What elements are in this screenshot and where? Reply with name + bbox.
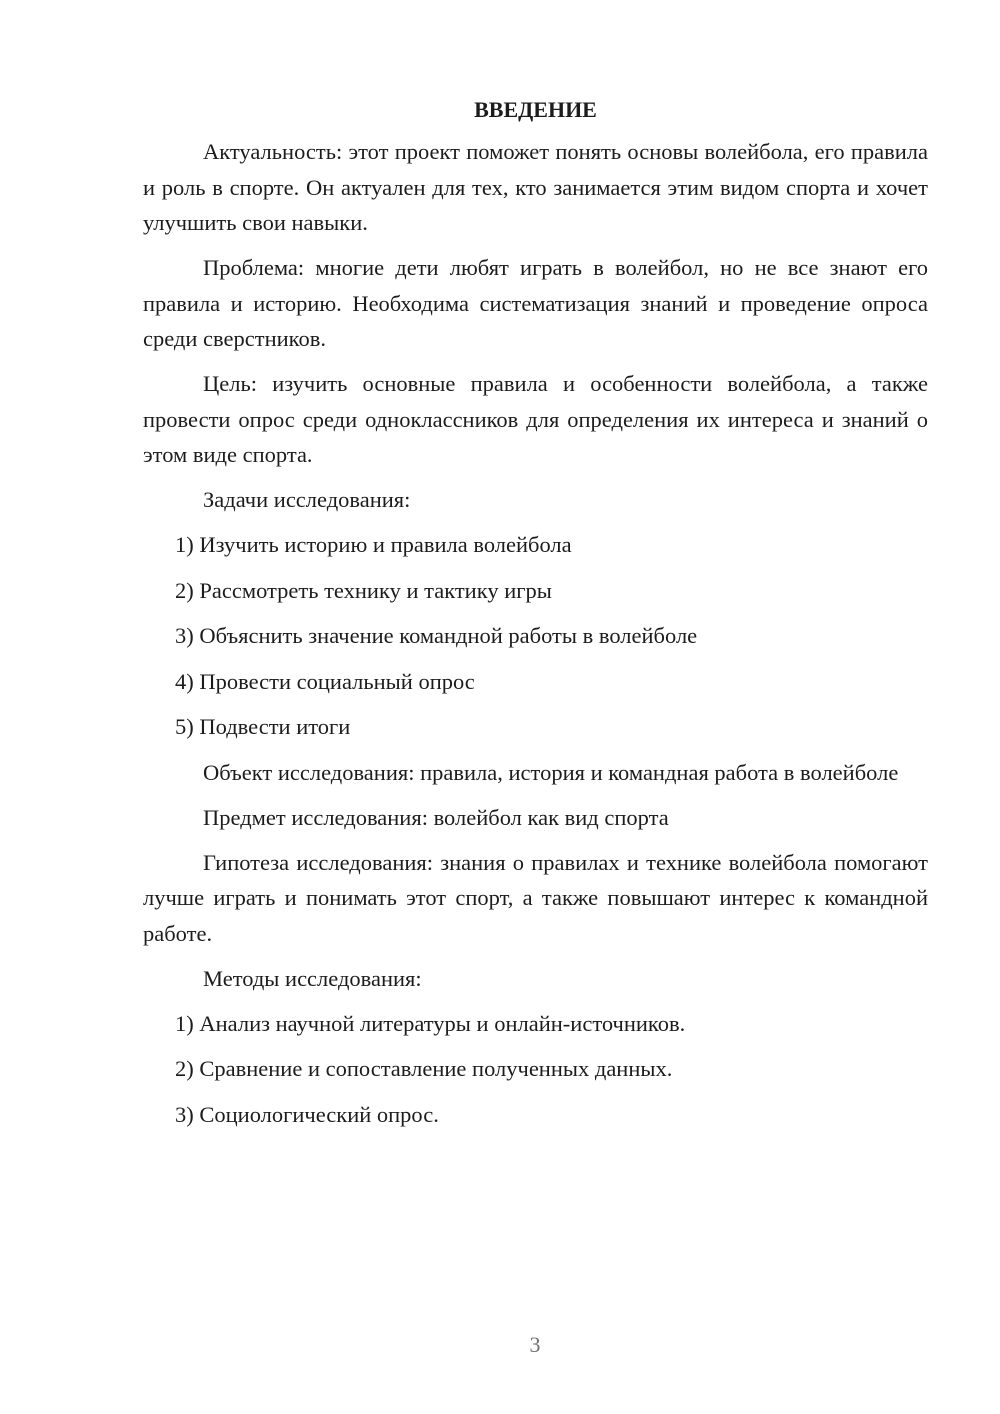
goal-paragraph: Цель: изучить основные правила и особенности волейбола, а также провести опрос среди одноклассников для определения их интереса и знаний о этом виде спорта. xyxy=(143,371,928,467)
list-item: 3) Объяснить значение командной работы в волейболе xyxy=(175,623,698,648)
subject-paragraph: Предмет исследования: волейбол как вид спорта xyxy=(203,804,669,830)
document-page xyxy=(143,92,928,1142)
list-item: 2) Рассмотреть технику и тактику игры xyxy=(175,577,552,603)
list-item: 4) Провести социальный опрос xyxy=(175,668,475,694)
problem-paragraph: Проблема: многие дети любят играть в волейбол, но не все знают его правила и историю. Необходима систематизация знаний и проведение опроса среди сверстников. xyxy=(143,255,928,351)
tasks-heading: Задачи исследования: xyxy=(203,487,411,512)
tasks-list xyxy=(143,527,928,745)
page-number: 3 xyxy=(529,1332,541,1357)
hypothesis-paragraph: Гипотеза исследования: знания о правилах и технике волейбола помогают лучше играть и понимать этот спорт, а также повышают интерес к командной работе. xyxy=(143,849,928,946)
methods-list xyxy=(143,1006,928,1133)
list-item: 2) Сравнение и сопоставление полученных данных. xyxy=(175,1056,673,1081)
methods-heading: Методы исследования: xyxy=(203,965,422,991)
list-item: 3) Социологический опрос. xyxy=(175,1101,439,1127)
relevance-paragraph: Актуальность: этот проект поможет понять основы волейбола, его правила и роль в спорте. Он актуален для тех, кто занимается этим видом спорта и хочет улучшить свои навыки. xyxy=(143,139,928,235)
object-paragraph: Объект исследования: правила, история и командная работа в волейболе xyxy=(203,759,899,785)
list-item: 1) Анализ научной литературы и онлайн-источников. xyxy=(175,1010,686,1036)
list-item: 1) Изучить историю и правила волейбола xyxy=(175,532,572,557)
list-item: 5) Подвести итоги xyxy=(175,714,351,739)
section-title: ВВЕДЕНИЕ xyxy=(474,97,597,122)
